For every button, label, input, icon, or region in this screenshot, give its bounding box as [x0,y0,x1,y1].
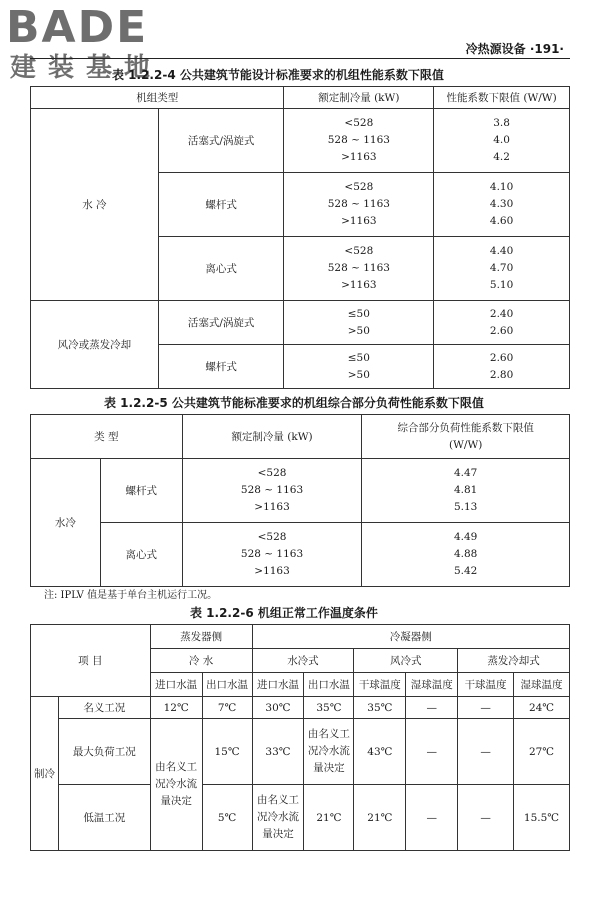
table6-header-chilled-water: 冷 水 [150,649,252,673]
table6-cell: 12℃ [150,697,202,719]
table6-subheader: 进口水温 [252,673,304,697]
table6-cell: 27℃ [513,719,569,785]
table6 [30,624,570,851]
table4-value-cell: 2.60 2.80 [434,345,570,389]
table4-subtype: 离心式 [158,237,284,301]
table4-group-water: 水 冷 [31,109,159,301]
logo-wordmark: BADE [6,2,149,53]
table6-cell: 15℃ [202,719,252,785]
table6-subheader: 干球温度 [458,673,514,697]
table4-header-type: 机组类型 [31,87,284,109]
table4-capacity-cell: <528 528 ~ 1163 >1163 [284,109,434,173]
table5-group-water: 水冷 [31,459,101,587]
table5-value-cell: 4.49 4.88 5.42 [362,523,570,587]
table6-cell: 24℃ [513,697,569,719]
table4-capacity-cell: <528 528 ~ 1163 >1163 [284,237,434,301]
table6-merged-inlet: 由名义工况冷水流量决定 [150,719,202,851]
table6-row-label: 低温工况 [58,785,150,851]
table4-capacity-cell: <528 528 ~ 1163 >1163 [284,173,434,237]
table6-subheader: 进口水温 [150,673,202,697]
table6-cell: 5℃ [202,785,252,851]
table4-capacity-cell: ≤50 >50 [284,301,434,345]
table5-header-type: 类 型 [31,415,183,459]
table6-subheader: 湿球温度 [406,673,458,697]
table6-row-label: 名义工况 [58,697,150,719]
table6-header-water-cooled: 水冷式 [252,649,354,673]
table6-cell: 35℃ [354,697,406,719]
table5-subtype: 螺杆式 [100,459,182,523]
table4-caption: 表 1.2.2-4 公共建筑节能设计标准要求的机组性能系数下限值 [112,68,444,82]
table4-subtype: 活塞式/涡旋式 [158,109,284,173]
table4-subtype: 螺杆式 [158,345,284,389]
table6-cell: 35℃ [304,697,354,719]
table6-cell: 30℃ [252,697,304,719]
table6-cell: 由名义工况冷水流量决定 [252,785,304,851]
table6-cell: — [406,719,458,785]
table6-cell: — [406,785,458,851]
running-head: 冷热源设备 ·191· [465,42,564,56]
table6-caption: 表 1.2.2-6 机组正常工作温度条件 [190,606,378,620]
table4-value-cell: 2.40 2.60 [434,301,570,345]
table6-cell: 33℃ [252,719,304,785]
table6-subheader: 湿球温度 [513,673,569,697]
table6-cell: — [458,785,514,851]
table5 [30,414,570,587]
table5-subtype: 离心式 [100,523,182,587]
table4 [30,86,570,389]
table6-cell: 7℃ [202,697,252,719]
table5-capacity-cell: <528 528 ~ 1163 >1163 [182,523,362,587]
table6-cell: 由名义工况冷水流量决定 [304,719,354,785]
table4-subtype: 螺杆式 [158,173,284,237]
table6-cell: — [458,697,514,719]
table6-cell: — [458,719,514,785]
table6-header-item: 项 目 [31,625,151,697]
table5-header-capacity: 额定制冷量 (kW) [182,415,362,459]
table6-group-cooling: 制冷 [31,697,59,851]
table6-cell: 21℃ [304,785,354,851]
table6-header-air-cooled: 风冷式 [354,649,458,673]
header-rule [30,58,570,59]
table6-cell: 21℃ [354,785,406,851]
table6-header-condenser: 冷凝器侧 [252,625,569,649]
table4-value-cell: 4.10 4.30 4.60 [434,173,570,237]
table4-value-cell: 4.40 4.70 5.10 [434,237,570,301]
table6-subheader: 出口水温 [202,673,252,697]
table5-capacity-cell: <528 528 ~ 1163 >1163 [182,459,362,523]
logo-chinese: 建装基地 [10,53,163,83]
table6-header-evap-cooled: 蒸发冷却式 [458,649,570,673]
table6-cell: 15.5℃ [513,785,569,851]
table4-capacity-cell: ≤50 >50 [284,345,434,389]
table6-subheader: 干球温度 [354,673,406,697]
table5-value-cell: 4.47 4.81 5.13 [362,459,570,523]
table4-header-capacity: 额定制冷量 (kW) [284,87,434,109]
table6-row-label: 最大负荷工况 [58,719,150,785]
table6-header-evaporator: 蒸发器侧 [150,625,252,649]
table5-caption: 表 1.2.2-5 公共建筑节能标准要求的机组综合部分负荷性能系数下限值 [104,396,484,410]
table6-subheader: 出口水温 [304,673,354,697]
table4-header-cop: 性能系数下限值 (W/W) [434,87,570,109]
table6-cell: 43℃ [354,719,406,785]
table6-cell: — [406,697,458,719]
table4-group-air: 风冷或蒸发冷却 [31,301,159,389]
table4-value-cell: 3.8 4.0 4.2 [434,109,570,173]
table4-subtype: 活塞式/涡旋式 [158,301,284,345]
table5-note: 注: IPLV 值是基于单台主机运行工况。 [44,590,218,601]
table5-header-iplv: 综合部分负荷性能系数下限值 (W/W) [362,415,570,459]
